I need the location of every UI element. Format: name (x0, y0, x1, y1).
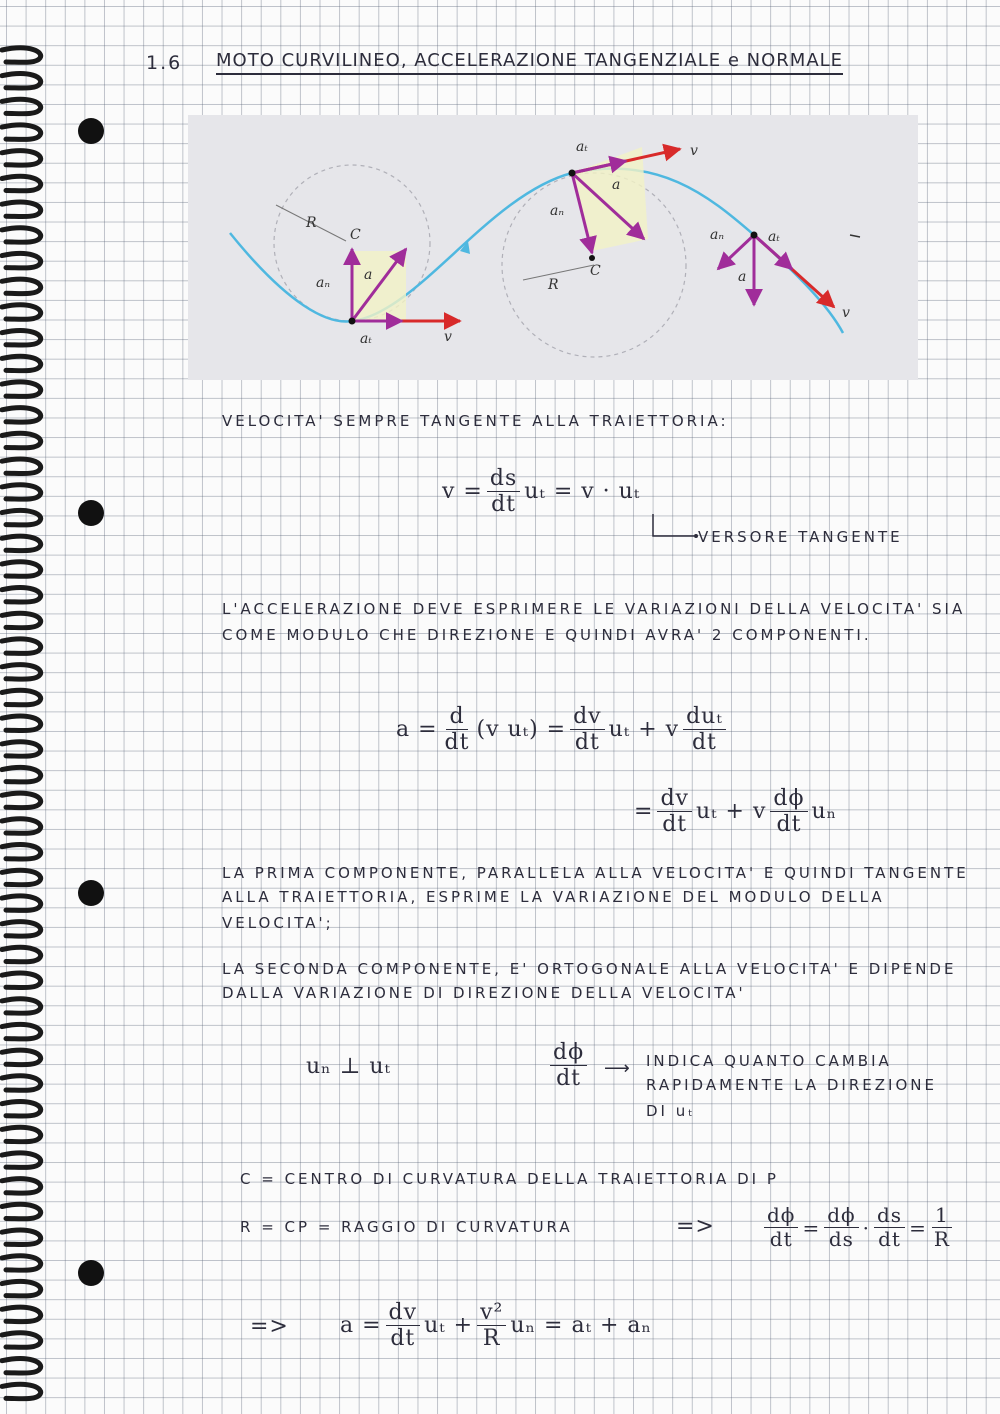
dphi-den: dt (556, 1066, 582, 1092)
eq3-frac-dphi (770, 786, 807, 838)
spiral-coil (2, 665, 41, 679)
cr-frac1-num: dϕ (764, 1204, 798, 1228)
radius-of-curvature: R = CP = RAGGIO DI CURVATURA (240, 1218, 573, 1236)
spiral-coil (2, 253, 41, 267)
dphi-note-1: INDICA QUANTO CAMBIA (646, 1052, 892, 1070)
final-frac-dv (386, 1300, 421, 1352)
spiral-binding (0, 0, 60, 1414)
spiral-coil (2, 1359, 41, 1373)
final-frac-dv-den: dt (390, 1326, 416, 1352)
eq2-frac-d-num: d (446, 704, 467, 730)
label-a-right: a (738, 269, 747, 285)
spiral-coil (2, 716, 41, 730)
spiral-coil (2, 1153, 41, 1167)
eq3-frac-dphi-num: dϕ (770, 786, 807, 812)
curvature-relation (760, 1204, 957, 1251)
point-top (569, 170, 576, 177)
final-acceleration-equation (340, 1300, 652, 1352)
spiral-coil (2, 459, 41, 473)
spiral-coil (2, 1281, 41, 1295)
cr-frac3-den: dt (878, 1227, 901, 1251)
binder-hole (78, 118, 104, 144)
spiral-coil (2, 1179, 41, 1193)
label-C-middle: C (590, 263, 601, 279)
eq3-frac-dphi-den: dt (776, 812, 802, 838)
label-aT-right: aₜ (768, 229, 780, 245)
spiral-coil (2, 176, 41, 190)
cr-frac1-den: dt (769, 1227, 793, 1251)
spiral-coil (2, 767, 41, 781)
spiral-coil (2, 690, 41, 704)
label-a-left: a (364, 267, 373, 283)
final-lhs: a = (340, 1313, 382, 1339)
cr-eq2: = (909, 1215, 927, 1240)
spiral-coil (2, 1307, 41, 1321)
spiral-coil (2, 1256, 41, 1270)
dphi-num: dϕ (550, 1040, 587, 1066)
cr-frac4-den: R (933, 1227, 950, 1251)
spiral-coil (2, 1384, 41, 1398)
spiral-coil (2, 433, 41, 447)
spiral-coil (2, 742, 41, 756)
first-component-2: ALLA TRAIETTORIA, ESPRIME LA VARIAZIONE DEL MODULO DELLA (222, 888, 885, 906)
label-aT-left: aₜ (360, 331, 372, 347)
center-of-curvature: C = CENTRO DI CURVATURA DELLA TRAIETTORIA DI P (240, 1170, 779, 1188)
arrow-right-icon: ⟶ (604, 1058, 632, 1079)
first-component-3: VELOCITA'; (222, 914, 334, 932)
label-R-middle: R (548, 277, 559, 293)
versore-note: VERSORE TANGENTE (698, 528, 903, 546)
spiral-coil (2, 331, 41, 345)
point-left (349, 318, 356, 325)
cr-frac2 (824, 1204, 858, 1251)
spiral-coil (2, 48, 41, 62)
spiral-coil (2, 408, 41, 422)
label-v-left: v (444, 329, 452, 345)
spiral-coil (2, 1333, 41, 1347)
final-term2: uₙ = aₜ + aₙ (510, 1313, 653, 1339)
first-component-1: LA PRIMA COMPONENTE, PARALLELA ALLA VELOCITA' E QUINDI TANGENTE (222, 864, 969, 882)
spiral-coil (2, 1230, 41, 1244)
final-frac-v2-den: R (482, 1326, 501, 1352)
label-a-top: a (612, 177, 621, 193)
binder-hole (78, 1260, 104, 1286)
spiral-coil (2, 922, 41, 936)
velocity-statement: VELOCITA' SEMPRE TANGENTE ALLA TRAIETTORIA: (222, 412, 729, 430)
eq2-frac-d-den: dt (444, 730, 470, 756)
eq2-paren: (v uₜ) = (476, 717, 567, 743)
versore-arrow (650, 512, 700, 542)
label-an-top: aₙ (550, 203, 565, 219)
cr-frac2-num: dϕ (824, 1204, 858, 1228)
label-v-right: v (842, 305, 850, 321)
accel-statement-2: COME MODULO CHE DIREZIONE E QUINDI AVRA' 2 COMPONENTI. (222, 626, 872, 644)
implies-2: => (250, 1314, 289, 1339)
spiral-coil (2, 382, 41, 396)
section-number: 1.6 (146, 52, 183, 74)
final-term1: uₜ + (424, 1313, 474, 1339)
spiral-coil (2, 202, 41, 216)
spiral-coil (2, 305, 41, 319)
cr-frac3 (874, 1204, 905, 1251)
label-v-top: v (690, 143, 698, 159)
spiral-coil (2, 485, 41, 499)
label-an-left: aₙ (316, 275, 331, 291)
spiral-coil (2, 973, 41, 987)
spiral-coil (2, 588, 41, 602)
section-title: MOTO CURVILINEO, ACCELERAZIONE TANGENZIALE e NORMALE (216, 50, 843, 75)
spiral-coil (2, 99, 41, 113)
center-point-middle (589, 255, 595, 261)
spiral-coil (2, 1024, 41, 1038)
spiral-coil (2, 870, 41, 884)
eq1-rest: uₜ = v · uₜ (524, 479, 641, 505)
eq3-frac-dv (657, 786, 692, 838)
eq3-frac-dv-den: dt (662, 812, 688, 838)
eq2-lhs: a = (396, 717, 438, 743)
accel-statement-1: L'ACCELERAZIONE DEVE ESPRIMERE LE VARIAZIONI DELLA VELOCITA' SIA (222, 600, 966, 618)
dphi-note-3: DI uₜ (646, 1102, 696, 1120)
spiral-coil (2, 639, 41, 653)
perpendicular-relation: uₙ ⊥ uₜ (306, 1054, 391, 1079)
second-component-2: DALLA VARIAZIONE DI DIREZIONE DELLA VELOCITA' (222, 984, 746, 1002)
spiral-coil (2, 1076, 41, 1090)
eq3-frac-dv-num: dv (657, 786, 692, 812)
eq1-den: dt (491, 492, 517, 518)
eq2-frac-dv (570, 704, 605, 756)
point-right (751, 232, 758, 239)
eq1-fraction (487, 466, 520, 518)
spiral-coil (2, 845, 41, 859)
spiral-coil (2, 819, 41, 833)
cr-frac4-num: 1 (932, 1204, 952, 1228)
label-C-left: C (350, 227, 361, 243)
spiral-coil (2, 947, 41, 961)
final-frac-v2-num: v² (477, 1300, 506, 1326)
second-component-1: LA SECONDA COMPONENTE, E' ORTOGONALE ALLA VELOCITA' E DIPENDE (222, 960, 957, 978)
spiral-coil (2, 613, 41, 627)
spiral-coil (2, 793, 41, 807)
cr-frac1 (764, 1204, 798, 1251)
eq1-num: ds (487, 466, 520, 492)
label-R-left: R (306, 215, 317, 231)
trajectory-figure (188, 115, 918, 380)
final-frac-v2 (477, 1300, 506, 1352)
spiral-coil (2, 999, 41, 1013)
figure-background (188, 115, 918, 380)
acceleration-equation (396, 704, 730, 756)
dphi-dt (546, 1040, 591, 1092)
eq2-term1: uₜ + v (608, 717, 680, 743)
spiral-coil (2, 562, 41, 576)
cr-frac3-num: ds (874, 1204, 905, 1228)
spiral-coil (2, 1102, 41, 1116)
velocity-equation (442, 466, 640, 518)
eq2-frac-duT-num: duₜ (683, 704, 726, 730)
eq3-term1: uₜ + v (695, 799, 767, 825)
spiral-coil (2, 356, 41, 370)
eq2-frac-duT (683, 704, 726, 756)
binder-hole (78, 880, 104, 906)
label-aT-top: aₜ (576, 139, 588, 155)
spiral-coil (2, 536, 41, 550)
eq3-eq: = (634, 799, 654, 825)
eq2-frac-d (442, 704, 473, 756)
spiral-coil (2, 151, 41, 165)
spiral-coil (2, 228, 41, 242)
spiral-coil (2, 510, 41, 524)
spiral-coil (2, 896, 41, 910)
cr-frac2-den: ds (828, 1227, 854, 1251)
spiral-coil (2, 1204, 41, 1218)
spiral-coil (2, 279, 41, 293)
dphi-frac (550, 1040, 587, 1092)
eq2-frac-duT-den: dt (691, 730, 717, 756)
binder-hole (78, 500, 104, 526)
label-an-right: aₙ (710, 227, 725, 243)
eq3-uN: uₙ (811, 799, 838, 825)
eq2-frac-dv-den: dt (574, 730, 600, 756)
spiral-coil (2, 125, 41, 139)
cr-eq1: = (802, 1215, 821, 1240)
eq1-lhs: v = (442, 479, 483, 505)
implies-1: => (676, 1214, 715, 1239)
dphi-note-2: RAPIDAMENTE LA DIREZIONE (646, 1076, 937, 1094)
spiral-coil (2, 74, 41, 88)
spiral-coil (2, 1050, 41, 1064)
spiral-coil (2, 1127, 41, 1141)
cr-dot: · (862, 1215, 870, 1240)
cr-frac4 (931, 1204, 953, 1251)
eq2-frac-dv-num: dv (570, 704, 605, 730)
final-frac-dv-num: dv (386, 1300, 421, 1326)
acceleration-equation-2 (634, 786, 837, 838)
